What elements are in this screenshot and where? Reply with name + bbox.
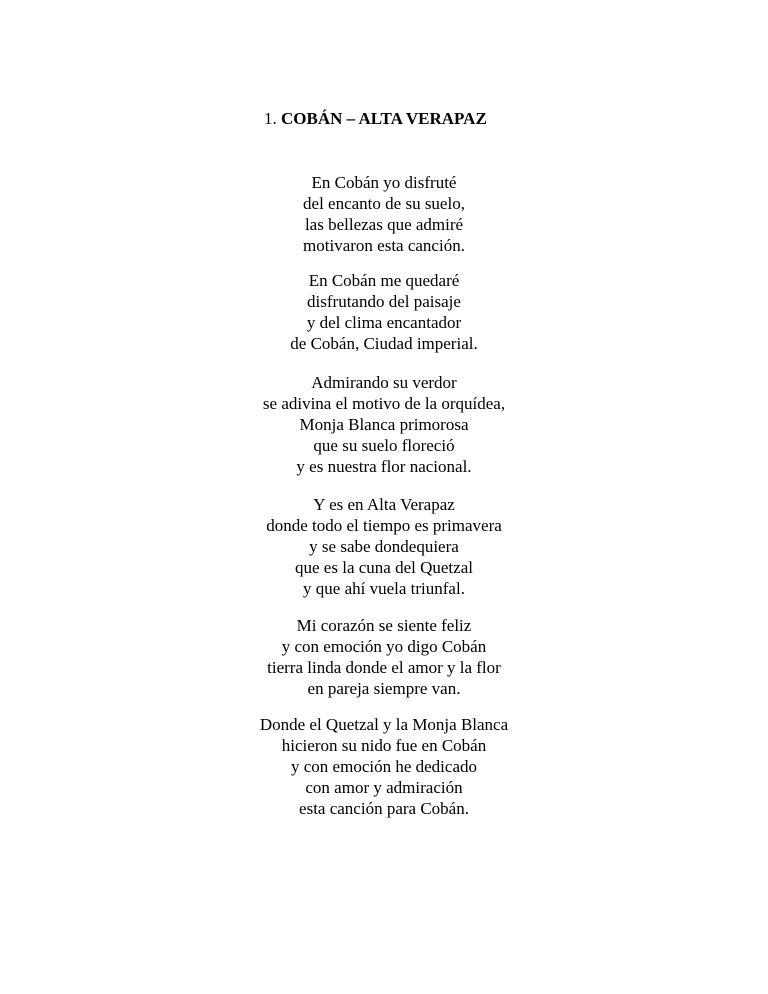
poem-line: Donde el Quetzal y la Monja Blanca xyxy=(259,715,509,734)
poem-line: donde todo el tiempo es primavera xyxy=(266,516,502,535)
poem-line: En Cobán me quedaré xyxy=(308,271,460,290)
poem-line: y que ahí vuela triunfal. xyxy=(303,579,465,598)
song-title xyxy=(264,108,487,130)
poem-line: Admirando su verdor xyxy=(311,373,457,392)
stanza-4 xyxy=(258,494,510,599)
poem-line: hicieron su nido fue en Cobán xyxy=(281,736,487,755)
stanza-3 xyxy=(258,372,510,477)
poem-line: y del clima encantador xyxy=(306,313,462,332)
poem-line: y con emoción he dedicado xyxy=(291,757,477,776)
poem-line: del encanto de su suelo, xyxy=(303,194,465,213)
poem-line: y es nuestra flor nacional. xyxy=(296,457,472,476)
stanza-1 xyxy=(258,172,510,256)
song-number: 1. xyxy=(264,109,277,128)
poem-line: con amor y admiración xyxy=(305,778,463,797)
poem-line: esta canción para Cobán. xyxy=(299,799,469,818)
poem-line: en pareja siempre van. xyxy=(307,679,461,698)
poem-line: y se sabe dondequiera xyxy=(309,537,459,556)
poem-line: En Cobán yo disfruté xyxy=(311,173,457,192)
poem-line: Y es en Alta Verapaz xyxy=(313,495,455,514)
poem-line: motivaron esta canción. xyxy=(303,236,465,255)
poem-line: que su suelo floreció xyxy=(313,436,455,455)
poem-line: tierra linda donde el amor y la flor xyxy=(267,658,501,677)
stanza-2 xyxy=(258,270,510,354)
poem-line: Mi corazón se siente feliz xyxy=(296,616,472,635)
poem-line: que es la cuna del Quetzal xyxy=(295,558,473,577)
poem-line: y con emoción yo digo Cobán xyxy=(281,637,487,656)
stanza-5 xyxy=(258,615,510,699)
poem-line: de Cobán, Ciudad imperial. xyxy=(290,334,478,353)
poem-line: se adivina el motivo de la orquídea, xyxy=(262,394,506,413)
stanza-6 xyxy=(258,714,510,819)
song-name: COBÁN – ALTA VERAPAZ xyxy=(281,109,487,128)
poem-line: Monja Blanca primorosa xyxy=(299,415,469,434)
poem-line: disfrutando del paisaje xyxy=(307,292,461,311)
poem-line: las bellezas que admiré xyxy=(304,215,464,234)
